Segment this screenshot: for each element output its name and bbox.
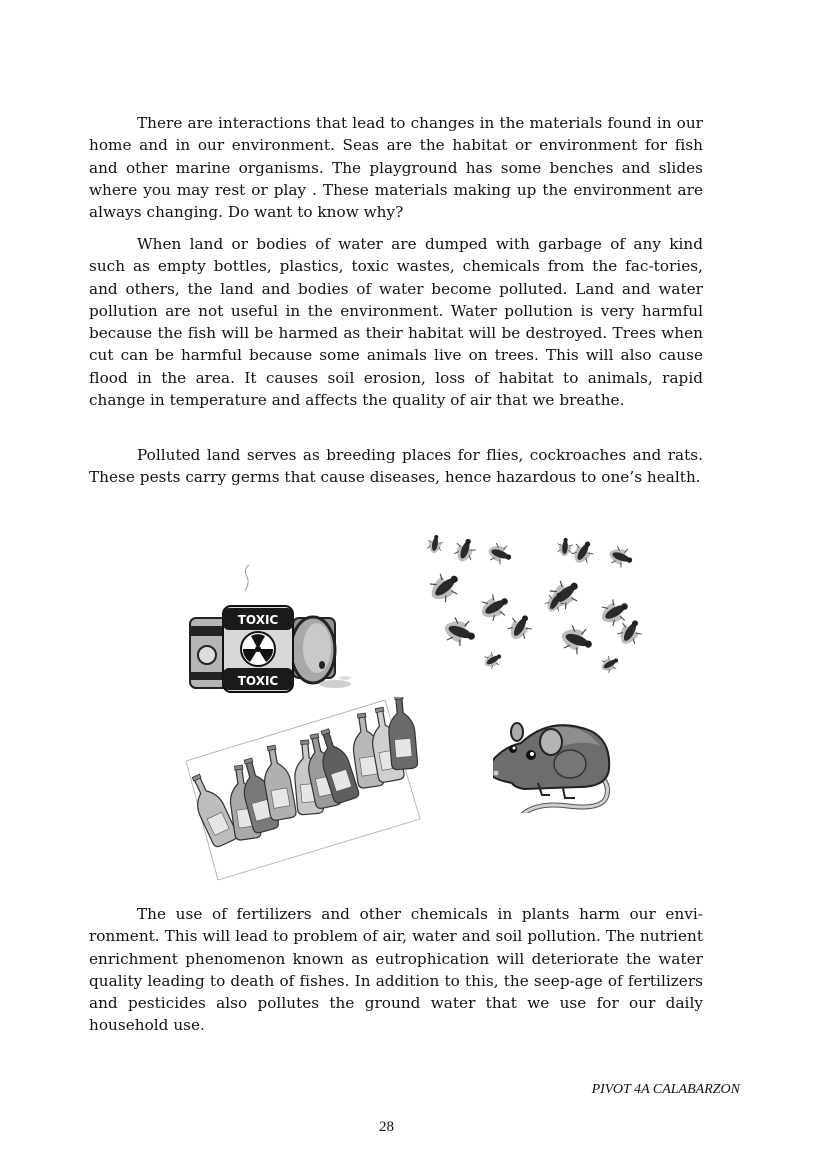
fly-icon	[568, 537, 598, 568]
bottles-illustration	[182, 697, 427, 882]
fly-icon	[475, 589, 513, 625]
fly-icon	[425, 567, 465, 609]
fly-icon	[503, 610, 536, 645]
footer-label: PIVOT 4A CALABARZON	[591, 1082, 740, 1097]
paragraph-pollution-text: When land or bodies of water are dumped with garbage of any kind such as empty bottles, plastics, toxic wastes, chemicals from the fac-tories, and others, the land and bodies of water become polluted. Land and water pollution are not useful in the environment. Water pollution is very harmful because the fish will be harmed as their habitat will be destroyed. Trees when cut can be harmful because some animals live on trees. This will also cause flood in the area. It causes soil erosion, loss of habitat to animals, rapid change in temperature and affects the quality of air that we breathe.	[89, 235, 703, 410]
tipped-barrel-icon	[291, 617, 351, 688]
fly-icon	[605, 543, 635, 570]
paragraph-pests	[89, 444, 703, 489]
rat-ear-back	[511, 723, 523, 741]
fly-icon	[480, 649, 504, 672]
flies-illustration	[425, 532, 650, 677]
toxic-label-bottom: TOXIC	[237, 674, 279, 688]
radioactive-barrel-icon	[223, 606, 293, 692]
rat-illustration	[493, 718, 618, 813]
fly-icon	[439, 614, 479, 650]
rat-ear	[540, 729, 562, 755]
page-number: 28	[379, 1119, 394, 1135]
paragraph-intro	[89, 112, 703, 223]
paragraph-pests-text: Polluted land serves as breeding places for flies, cockroaches and rats. These pests carry germs that cause diseases, hence hazardous to one’s health.	[89, 446, 703, 487]
fly-icon	[597, 653, 621, 676]
paragraph-pollution	[89, 233, 703, 411]
fly-icon	[426, 534, 445, 556]
paragraph-intro-text: There are interactions that lead to changes in the materials found in our home and in our environment. Seas are the habitat or environment for fish and other marine organisms. The playground has some benches and slides where you may rest or play . These materials making up the environment are always changing. Do want to know why?	[89, 114, 703, 222]
fly-icon	[556, 622, 596, 658]
toxic-barrels-illustration	[185, 560, 355, 695]
fly-icon	[556, 537, 573, 558]
fly-icon	[595, 594, 633, 630]
fly-icon	[484, 540, 514, 567]
paragraph-fertilizers-text: The use of fertilizers and other chemicals in plants harm our envi-ronment. This will lead to problem of air, water and soil pollution. The nutrient enrichment phenomenon known as eutrophication will deteriorate the water quality leading to death of fishes. In addition to this, the seep-age of fertilizers and pesticides also pollutes the ground water that we use for our daily household use.	[89, 905, 703, 1035]
paragraph-fertilizers	[89, 903, 703, 1037]
fly-icon	[451, 536, 478, 566]
toxic-label-top: TOXIC	[237, 613, 279, 627]
